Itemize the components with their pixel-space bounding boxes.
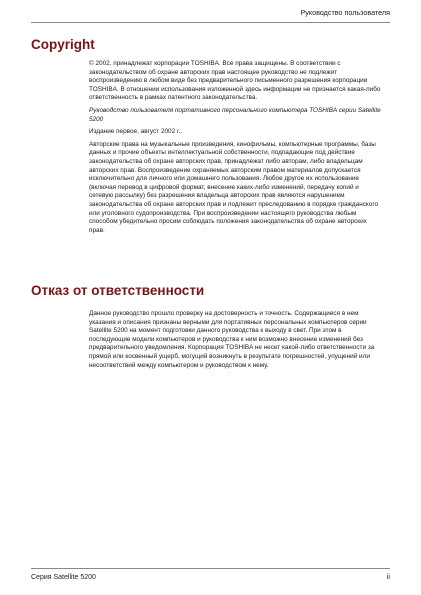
disclaimer-heading: Отказ от ответственности	[31, 283, 205, 298]
page-number: ii	[386, 574, 390, 581]
header-rule	[31, 22, 390, 23]
footer-rule	[31, 568, 390, 569]
disclaimer-paragraph-1: Данное руководство прошло проверку на достоверность и точность. Содержащиеся в нем указания и описания признаны верными для портативных персональных компьютеров серии Satellite 5200 на момент подготовки данного руководства к выходу в свет. При этом в последующие модели компьютеров и руководства к ним возможно внесение изменений без предварительного уведомления. Корпорация TOSHIBA не несет какой-либо ответственности за прямой или косвенный ущерб, могущий возникнуть в результате погрешностей, упущений или несоответствий между компьютером и руководством к нему.	[89, 310, 375, 369]
page-header-text: Руководство пользователя	[300, 8, 390, 17]
copyright-body	[89, 60, 383, 235]
disclaimer-body	[89, 310, 383, 370]
footer-series-label: Серия Satellite 5200	[31, 574, 96, 581]
copyright-paragraph-2: Руководство пользователя портативного персонального компьютера TOSHIBA серии Satellite 5200	[89, 106, 381, 123]
copyright-paragraph-1: © 2002, принадлежат корпорации TOSHIBA. Все права защищены. В соответствии с законодательством об охране авторских прав настоящее руководство не подлежит воспроизведению в любом виде без предварительного письменного разрешения корпорации TOSHIBA. В отношении использования изложенной здесь информации не признается какая-либо ответственность в рамках патентного законодательства.	[89, 60, 381, 102]
copyright-paragraph-3: Издание первое, август 2002 г..	[89, 128, 183, 136]
copyright-heading: Copyright	[31, 37, 95, 52]
copyright-paragraph-4: Авторские права на музыкальные произведения, кинофильмы, компьютерные программы, базы данных и прочие объекты интеллектуальной собственности, подпадающие под действие законодательства об охране авторских прав, принадлежат либо авторам, либо владельцам авторских прав. Воспроизведение охраняемых авторским правом материалов допускается исключительно для личного или домашнего пользования. Любое другое их использование (включая перевод в цифровой формат, внесение каких-либо изменений, передачу копий и сетевую рассылку) без разрешения владельца авторских прав являются нарушением законодательства об охране авторских прав и подлежит преследованию в порядке гражданского или уголовного судопроизводства. При воспроизведении настоящего руководства любым способом убедительно просим соблюдать положения законодательства об охране авторских прав.	[89, 140, 379, 234]
